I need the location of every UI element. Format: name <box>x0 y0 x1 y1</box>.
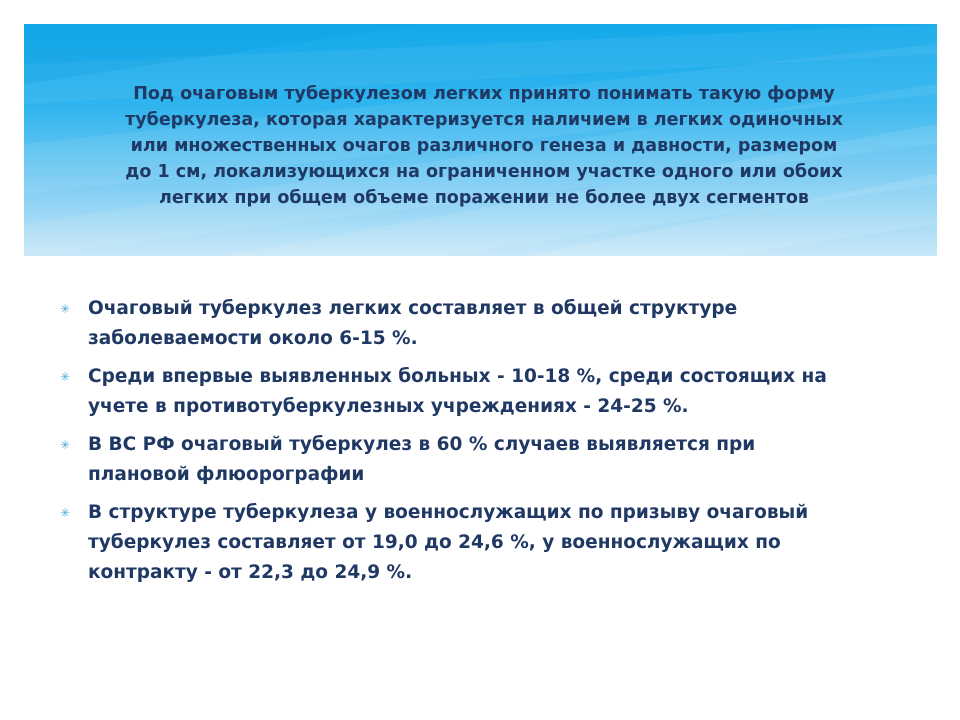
asterisk-icon: ✳ <box>60 438 71 452</box>
asterisk-icon: ✳ <box>60 370 71 384</box>
bullet-item <box>60 294 840 354</box>
bullet-item <box>60 430 840 490</box>
bullet-text: В структуре туберкулеза у военнослужащих по призыву очаговый туберкулез составляет от 19,0 до 24,6 %, у военнослужащих по контракту - от 22,3 до 24,9 %. <box>88 502 809 583</box>
asterisk-icon: ✳ <box>60 302 71 316</box>
bullet-text: В ВС РФ очаговый туберкулез в 60 % случаев выявляется при плановой флюорографии <box>88 434 756 485</box>
header-banner <box>24 24 937 256</box>
bullet-list <box>60 294 840 596</box>
asterisk-icon: ✳ <box>60 506 71 520</box>
header-text: Под очаговым туберкулезом легких принято понимать такую форму туберкулеза, которая характеризуется наличием в легких одиночных или множественных очагов различного генеза и давности, размером до 1 см, локализующихся на ограниченном участке одного или обоих легких при общем объеме поражении не более двух сегментов <box>125 84 843 208</box>
bullet-item <box>60 498 840 588</box>
bullet-text: Среди впервые выявленных больных - 10-18 %, среди состоящих на учете в противотуберкулезных учреждениях - 24-25 %. <box>88 366 827 417</box>
bullet-text: Очаговый туберкулез легких составляет в общей структуре заболеваемости около 6-15 %. <box>88 298 738 349</box>
bullet-item <box>60 362 840 422</box>
